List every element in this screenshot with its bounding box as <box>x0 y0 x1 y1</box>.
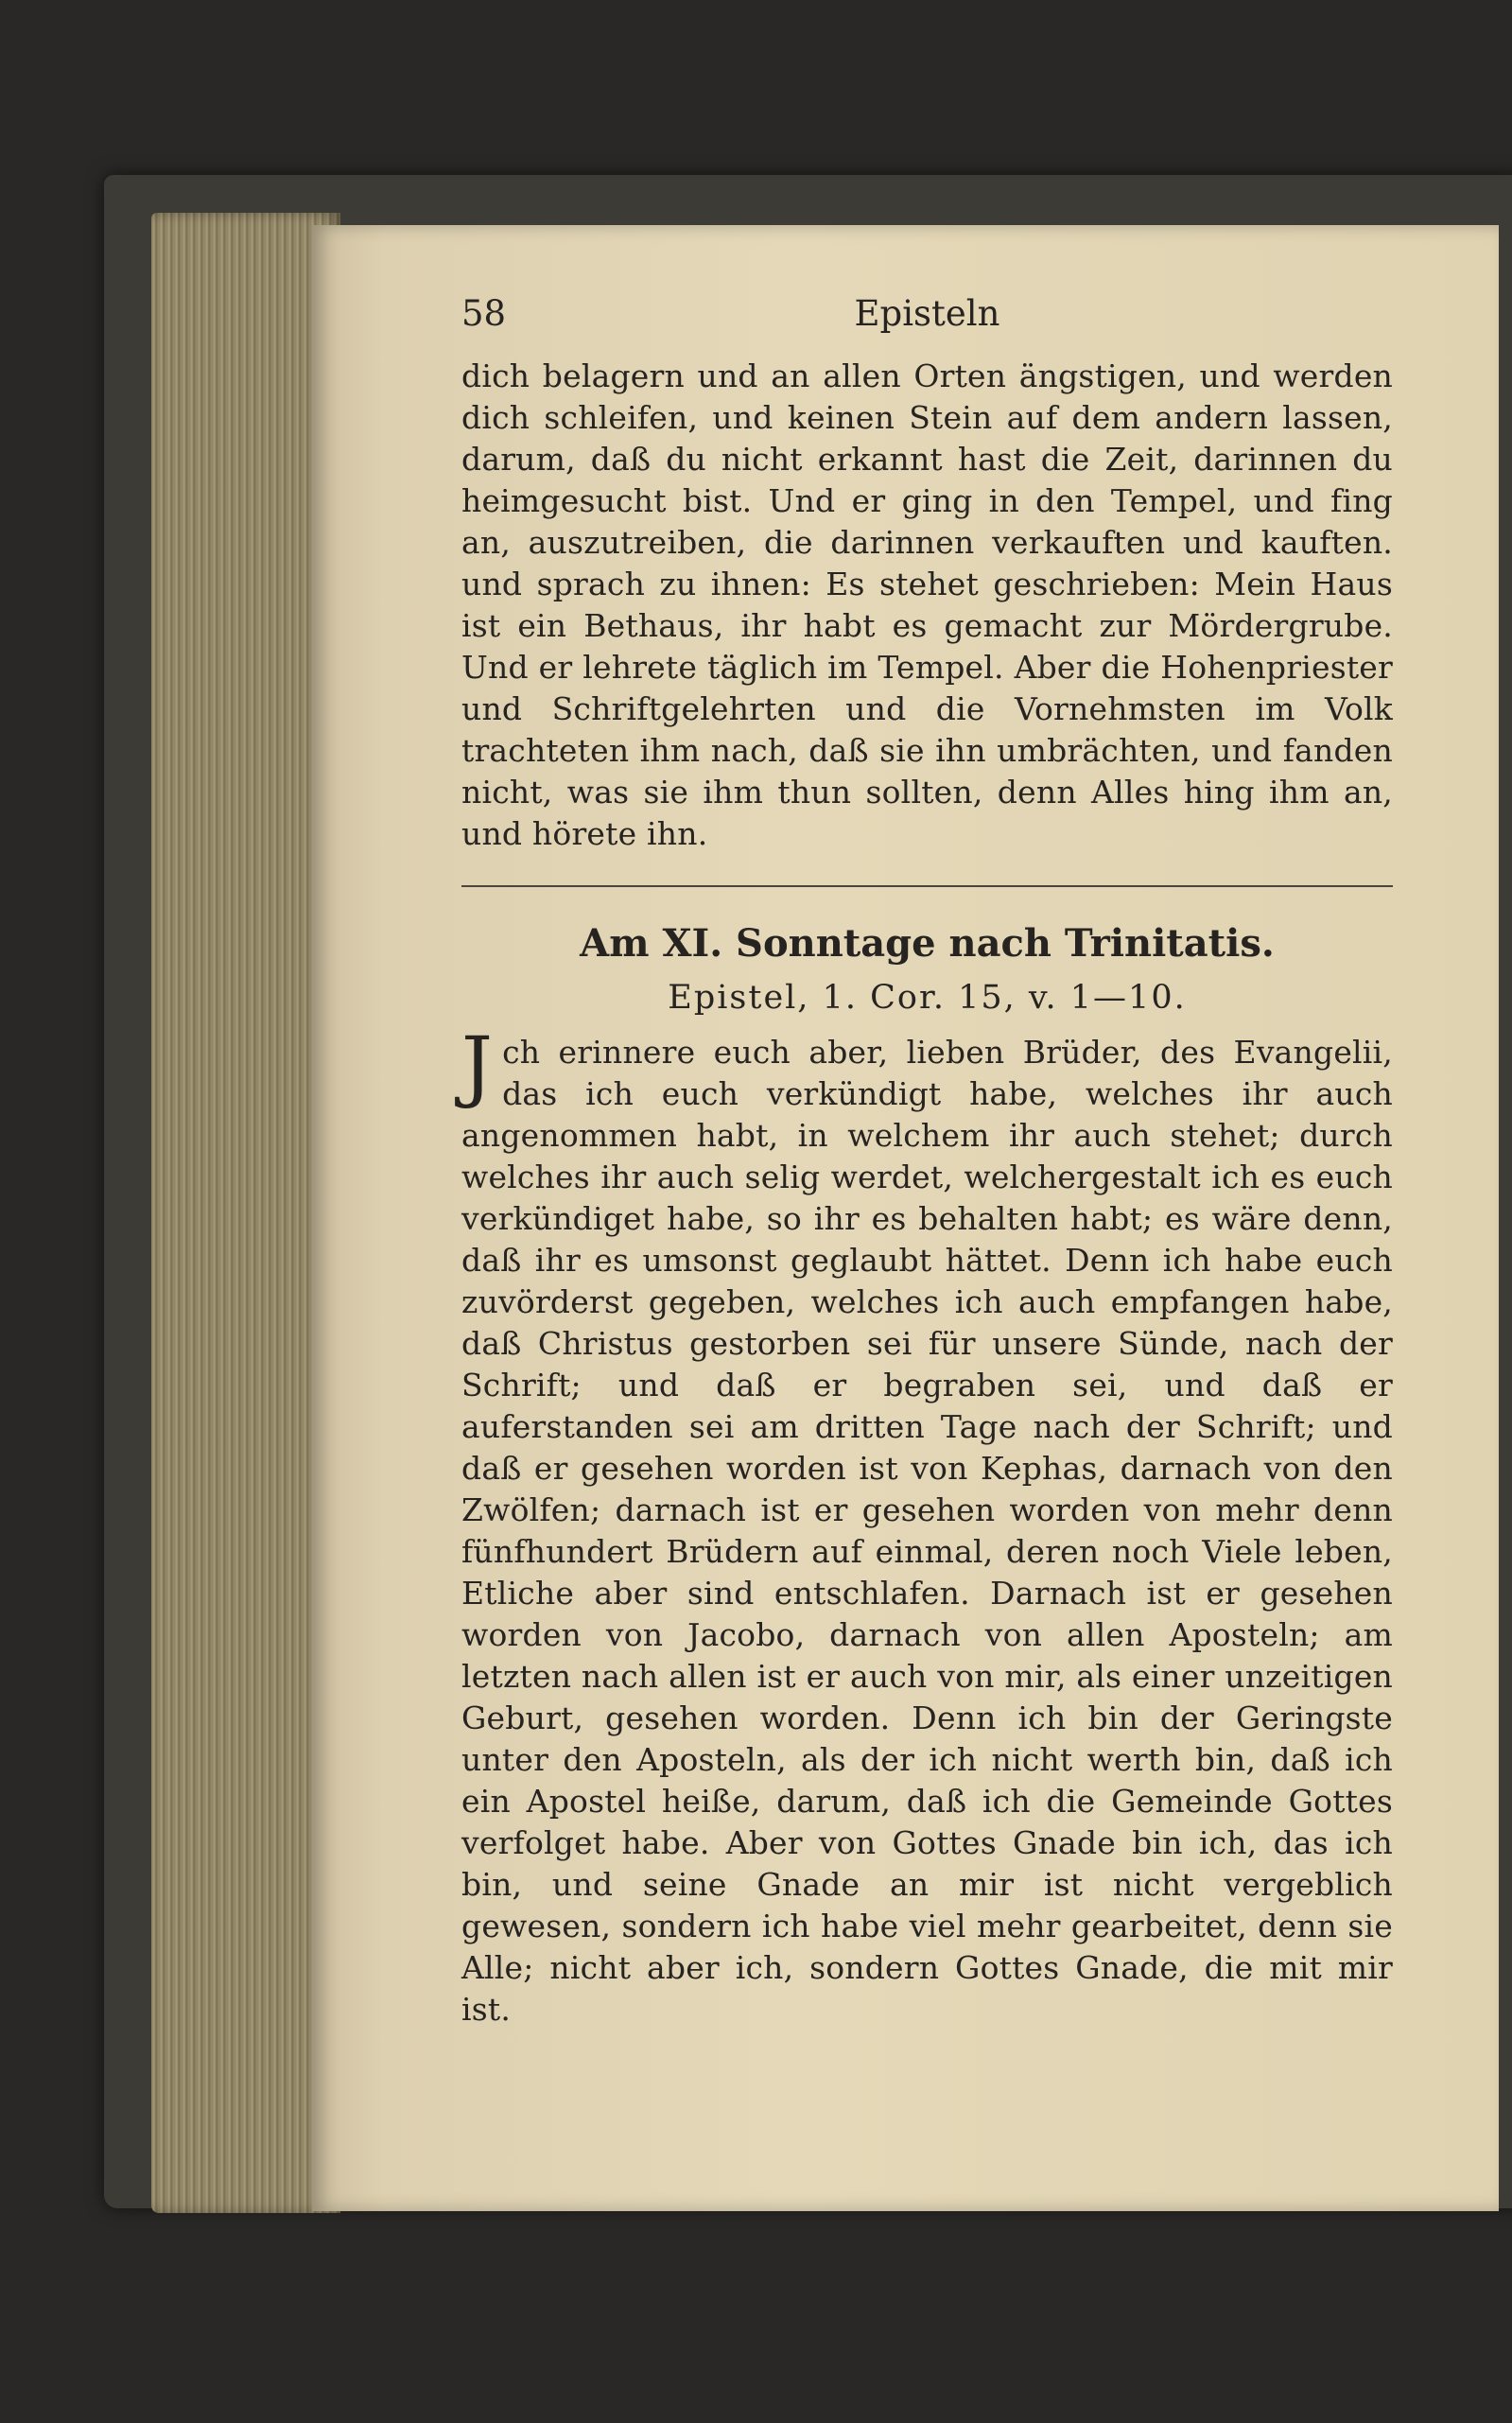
page-number: 58 <box>461 293 507 334</box>
running-head: Episteln <box>854 293 1000 334</box>
drop-cap: J <box>461 1021 494 1111</box>
top-paragraph: dich belagern und an allen Orten ängstigen, und werden dich schleifen, und keinen Stein auf dem andern lassen, darum, daß du nicht erkannt hast die Zeit, darinnen du heimgesucht bist. Und er ging in den Tempel, und fing an, auszutreiben, die darinnen verkauften und kauften. und sprach zu ihnen: Es stehet geschrieben: Mein Haus ist ein Bethaus, ihr habt es gemacht zur Mördergrube. Und er lehrete täglich im Tempel. Aber die Hohenpriester und Schriftgelehrten und die Vornehmsten im Volk trachteten ihm nach, daß sie ihn umbrächten, und fanden nicht, was sie ihm thun sollten, denn Alles hing ihm an, und hörete ihn. <box>461 357 1393 852</box>
section-body <box>461 1021 1393 2031</box>
section-subtitle: Epistel, 1. Cor. 15, v. 1—10. <box>668 979 1187 1017</box>
section-title: Am XI. Sonntage nach Trinitatis. <box>580 921 1275 966</box>
page-header <box>461 284 1393 356</box>
section-body-text: ch erinnere euch aber, lieben Brüder, des Evangelii, das ich euch verkündigt habe, welches ihr auch angenommen habt, in welchem ihr auch stehet; durch welches ihr auch selig werdet, welchergestalt ich es euch verkündiget habe, so ihr es behalten habt; es wäre denn, daß ihr es umsonst geglaubt hättet. Denn ich habe euch zuvörderst gegeben, welches ich auch empfangen habe, daß Christus gestorben sei für unsere Sünde, nach der Schrift; und daß er begraben sei, und daß er auferstanden sei am dritten Tage nach der Schrift; und daß er gesehen worden ist von Kephas, darnach von den Zwölfen; darnach ist er gesehen worden von mehr denn fünfhundert Brüdern auf einmal, deren noch Viele leben, Etliche aber sind entschlafen. Darnach ist er gesehen worden von Jacobo, darnach von allen Aposteln; am letzten nach allen ist er auch von mir, als einer unzeitigen Geburt, gesehen worden. Denn ich bin der Geringste unter den Aposteln, als der ich nicht werth bin, daß ich ein Apostel heiße, darum, daß ich die Gemeinde Gottes verfolget habe. Aber von Gottes Gnade bin ich, das ich bin, und seine Gnade an mir ist nicht vergeblich gewesen, sondern ich habe viel mehr gearbeitet, denn sie Alle; nicht aber ich, sondern Gottes Gnade, die mit mir ist. <box>461 1034 1393 2028</box>
section-divider <box>461 885 1393 887</box>
page-content <box>461 284 1393 2031</box>
